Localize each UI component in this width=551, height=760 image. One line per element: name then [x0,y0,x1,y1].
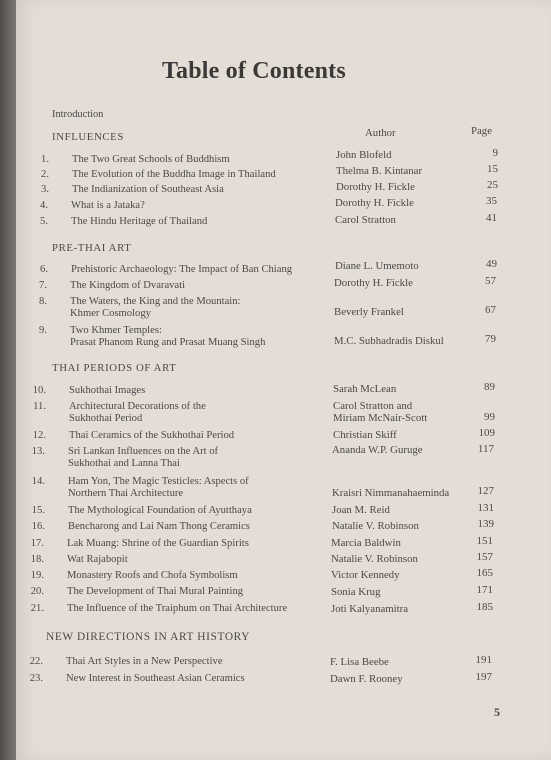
entry-number: 22. [29,656,43,667]
entry-author: Victor Kennedy [331,569,400,581]
entry-page-number: 99 [484,411,495,423]
entry-author: Joti Kalyanamitra [331,603,409,615]
entry-author: Diane L. Umemoto [335,260,419,272]
entry-author: Marcia Baldwin [331,537,401,549]
entry-title: Architectural Decorations of the [69,401,206,412]
entry-number: 4. [40,200,48,211]
page-title: Table of Contents [162,58,346,84]
entry-author: Miriam McNair-Scott [333,412,428,424]
entry-title: Monastery Roofs and Chofa Symbolism [67,570,238,581]
entry-title: What is a Jataka? [71,200,145,211]
entry-author: Natalie V. Robinson [331,553,418,565]
section-pre-thai-art: PRE-THAI ART [52,242,132,254]
entry-page-number: 15 [487,163,498,175]
entry-title: New Interest in Southeast Asian Ceramics [66,673,245,684]
entry-page-number: 79 [485,333,496,345]
entry-number: 3. [41,184,49,195]
entry-number: 6. [40,264,48,275]
entry-number: 17. [30,538,44,549]
entry-title: Prehistoric Archaeology: The Impact of Ban Chiang [71,264,293,275]
entry-page-number: 35 [486,195,497,207]
entry-number: 13. [31,446,45,457]
entry-author: Sarah McLean [333,383,397,395]
entry-title: The Kingdom of Dvaravati [70,280,186,291]
entry-page-number: 67 [485,304,496,316]
entry-number: 7. [39,280,47,291]
entry-page-number: 151 [476,535,493,547]
entry-number: 5. [40,216,48,227]
entry-title: Northern Thai Architecture [68,488,184,499]
entry-page-number: 131 [477,502,494,514]
entry-number: 10. [32,385,46,396]
entry-number: 9. [39,325,47,336]
entry-page-number: 49 [486,258,497,270]
entry-author: Sonia Krug [331,586,381,598]
entry-title: The Indianization of Southeast Asia [72,184,224,195]
entry-title: The Influence of the Traiphum on Thai Architecture [67,603,288,614]
entry-title: Sukhothai Period [69,413,143,424]
section-influences: INFLUENCES [52,131,124,143]
entry-author: Natalie V. Robinson [332,520,419,532]
entry-number: 15. [31,505,45,516]
entry-title: Khmer Cosmology [70,308,151,319]
entry-title: Wat Rajabopit [67,554,128,565]
entry-page-number: 191 [475,654,492,666]
entry-author: Carol Stratton [335,214,396,226]
entry-page-number: 185 [476,601,493,613]
entry-title: Ham Yon, The Magic Testicles: Aspects of [68,476,249,487]
entry-title: Bencharong and Lai Nam Thong Ceramics [68,521,250,532]
entry-author: Dawn F. Rooney [330,673,403,685]
book-spine-shadow [0,0,16,760]
entry-number: 20. [30,586,44,597]
entry-page-number: 41 [486,212,497,224]
entry-title: Prasat Phanom Rung and Prasat Muang Singh [70,337,266,348]
entry-number: 8. [39,296,47,307]
entry-page-number: 157 [476,551,493,563]
entry-title: The Development of Thai Mural Painting [67,586,244,597]
entry-page-number: 139 [477,518,494,530]
entry-number: 18. [30,554,44,565]
entry-number: 12. [32,430,46,441]
entry-title: Two Khmer Temples: [70,325,162,336]
entry-number: 21. [30,603,44,614]
page-number: 5 [494,705,500,719]
entry-number: 14. [31,476,45,487]
entry-title: The Evolution of the Buddha Image in Thailand [72,169,276,180]
entry-title: Sukhothai and Lanna Thai [68,458,180,469]
entry-number: 19. [30,570,44,581]
entry-page-number: 197 [475,671,492,683]
entry-author: Ananda W.P. Guruge [332,444,423,456]
entry-author: Thelma B. Kintanar [336,165,423,177]
entry-author: F. Lisa Beebe [330,656,389,668]
entry-author: Dorothy H. Fickle [334,277,413,289]
entry-page-number: 109 [478,427,495,439]
entry-author: Dorothy H. Fickle [336,181,415,193]
entry-page-number: 57 [485,275,496,287]
entry-author: Christian Skiff [333,429,397,441]
entry-author: Dorothy H. Fickle [335,197,414,209]
entry-author: John Blofeld [336,149,392,161]
entry-title: Sri Lankan Influences on the Art of [68,446,219,457]
entry-title: Thai Art Styles in a New Perspective [66,656,223,667]
entry-title: Thai Ceramics of the Sukhothai Period [69,430,235,441]
entry-author: Beverly Frankel [334,306,404,318]
entry-number: 1. [41,154,49,165]
entry-author: M.C. Subhadradis Diskul [334,335,444,347]
entry-number: 23. [29,673,43,684]
entry-page-number: 89 [484,381,495,393]
entry-title: The Waters, the King and the Mountain: [70,296,241,307]
entry-page-number: 127 [477,485,494,497]
entry-page-number: 9 [492,147,498,159]
section-thai-periods: THAI PERIODS OF ART [52,362,177,374]
section-new-directions: NEW DIRECTIONS IN ART HISTORY [46,631,251,643]
entry-page-number: 117 [477,443,494,455]
entry-author: Joan M. Reid [332,504,390,516]
book-page [16,0,551,760]
entry-title: Sukhothai Images [69,385,146,396]
introduction-label: Introduction [52,109,104,120]
entry-page-number: 171 [476,584,493,596]
entry-author: Kraisri Nimmanahaeminda [332,487,450,499]
entry-number: 2. [41,169,49,180]
entry-title: The Mythological Foundation of Ayutthaya [68,505,252,516]
entry-page-number: 165 [476,567,493,579]
entry-page-number: 25 [487,179,498,191]
entry-author: Carol Stratton and [333,400,413,412]
author-column-header: Author [365,127,396,139]
entry-number: 16. [31,521,45,532]
entry-title: Lak Muang: Shrine of the Guardian Spirits [67,538,249,549]
entry-title: The Two Great Schools of Buddhism [72,154,230,165]
entry-number: 11. [33,401,46,412]
entry-title: The Hindu Heritage of Thailand [71,216,208,227]
page-column-header: Page [471,125,492,137]
